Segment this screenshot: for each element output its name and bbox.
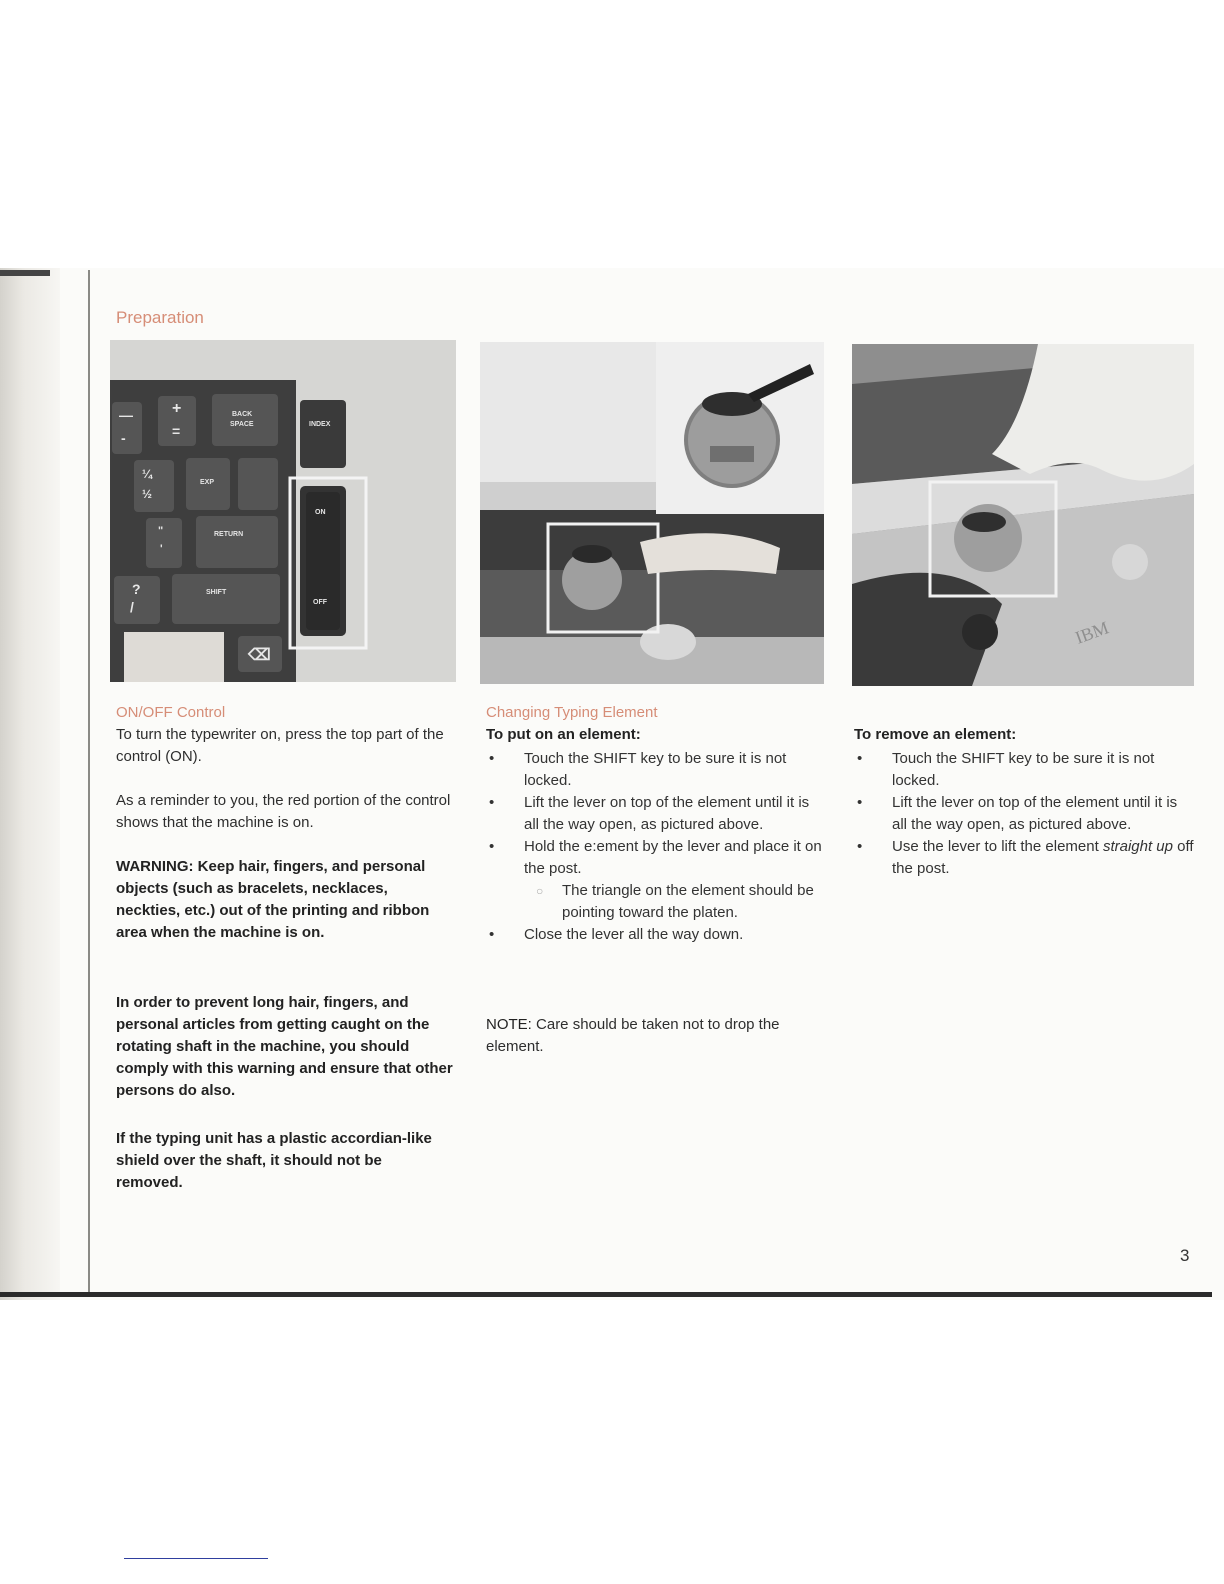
key-plus: + bbox=[172, 400, 182, 417]
shield-para: If the typing unit has a plastic accordian-like shield over the shaft, it should not be removed. bbox=[116, 1130, 432, 1191]
note-label: NOTE: bbox=[486, 1016, 532, 1033]
shaft-warning-para: In order to prevent long hair, fingers, and personal articles from getting caught on the rotating shaft in the machine, you should comply with this warning and ensure that other persons do also. bbox=[116, 994, 453, 1099]
page-bottom-edge bbox=[0, 1292, 1212, 1297]
bullet: • bbox=[857, 838, 863, 855]
key-minus: — bbox=[119, 407, 133, 423]
bullet: • bbox=[489, 794, 495, 811]
step-text: Lift the lever on top of the element until it is all the way open, as pictured above. bbox=[892, 794, 1178, 833]
key-back-label: BACK bbox=[232, 411, 253, 418]
page-gutter-line bbox=[88, 270, 90, 1295]
put-on-substeps bbox=[524, 880, 826, 924]
step-text: Use the lever to lift the element bbox=[892, 838, 1099, 855]
switch-on-label: ON bbox=[315, 509, 326, 516]
step-text: Hold the e:ement by the lever and place it on the post. bbox=[524, 838, 822, 877]
keyboard-photo bbox=[110, 340, 456, 682]
element-placement-photo bbox=[480, 342, 824, 684]
key-question: ? bbox=[132, 581, 141, 597]
key-apos: ' bbox=[160, 543, 163, 555]
key-return: RETURN bbox=[214, 531, 244, 538]
key-shift: SHIFT bbox=[206, 589, 227, 596]
put-on-substep bbox=[524, 880, 826, 924]
bullet: • bbox=[857, 750, 863, 767]
remove-steps bbox=[854, 748, 1194, 880]
step-text: Lift the lever on top of the element until it is all the way open, as pictured above. bbox=[524, 794, 810, 833]
remove-heading: To remove an element: bbox=[854, 726, 1017, 743]
step-text: Touch the SHIFT key to be sure it is not locked. bbox=[524, 750, 787, 789]
key-quarter: ¼ bbox=[142, 467, 153, 481]
note-text: Care should be taken not to drop the element. bbox=[486, 1016, 780, 1055]
switch-off-label: OFF bbox=[313, 599, 327, 606]
key-half: ½ bbox=[142, 487, 153, 501]
put-on-step bbox=[486, 836, 826, 924]
ibm-logo: IBM bbox=[1072, 617, 1112, 648]
key-dash: - bbox=[121, 430, 126, 446]
step-emphasis: straight up bbox=[1102, 838, 1173, 855]
remove-step bbox=[854, 792, 1194, 836]
note-para bbox=[486, 1014, 806, 1058]
bullet: • bbox=[489, 750, 495, 767]
onoff-para-1: To turn the typewriter on, press the top part of the control (ON). bbox=[116, 726, 444, 765]
bullet: • bbox=[857, 794, 863, 811]
book-spine-shadow bbox=[0, 268, 60, 1300]
remove-step bbox=[854, 748, 1194, 792]
sub-bullet: ○ bbox=[536, 884, 544, 898]
warning-text: Keep hair, fingers, and personal objects (such as bracelets, necklaces, neckties, etc.) out of the printing and ribbon area when the machine is on. bbox=[116, 858, 430, 941]
key-exp: EXP bbox=[200, 479, 215, 486]
key-equals: = bbox=[172, 423, 181, 439]
key-erase-icon: ⌫ bbox=[248, 647, 271, 664]
put-on-steps bbox=[486, 748, 826, 946]
warning-block bbox=[116, 856, 436, 944]
onoff-heading: ON/OFF Control bbox=[116, 704, 226, 721]
element-removal-photo bbox=[852, 344, 1194, 686]
key-slash: / bbox=[130, 599, 134, 615]
substep-text: The triangle on the element should be pointing toward the platen. bbox=[562, 882, 814, 921]
step-text: Close the lever all the way down. bbox=[524, 926, 744, 943]
spine-mark bbox=[0, 270, 50, 276]
remove-step bbox=[854, 836, 1194, 880]
warning-label: WARNING: bbox=[116, 858, 194, 875]
key-index: INDEX bbox=[309, 421, 331, 428]
onoff-para-2: As a reminder to you, the red portion of the control shows that the machine is on. bbox=[116, 792, 451, 831]
bullet: • bbox=[489, 838, 495, 855]
page-number: 3 bbox=[1180, 1246, 1190, 1265]
step-text-end: off the post. bbox=[892, 838, 1194, 877]
section-title: Preparation bbox=[116, 308, 204, 327]
changing-heading: Changing Typing Element bbox=[486, 704, 658, 721]
put-on-step bbox=[486, 748, 826, 792]
put-on-step bbox=[486, 792, 826, 836]
put-on-step bbox=[486, 924, 826, 946]
key-quote: " bbox=[158, 525, 164, 537]
key-space-label: SPACE bbox=[230, 421, 254, 428]
step-text: Touch the SHIFT key to be sure it is not locked. bbox=[892, 750, 1155, 789]
footer-rule bbox=[124, 1558, 268, 1559]
put-on-heading: To put on an element: bbox=[486, 726, 641, 743]
bullet: • bbox=[489, 926, 495, 943]
